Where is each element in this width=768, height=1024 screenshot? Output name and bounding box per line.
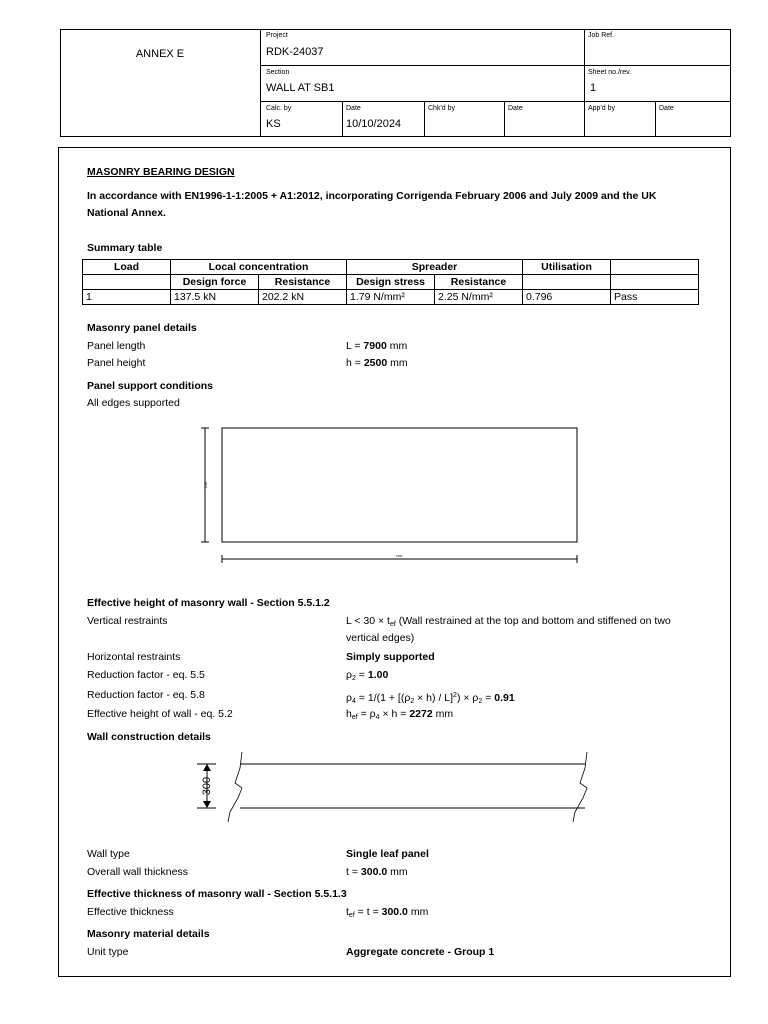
horiz-restraints-label: Horizontal restraints: [87, 651, 181, 663]
standard-line-1: In accordance with EN1996-1-1:2005 + A1:2012, incorporating Corrigenda February 2006 and July 2009 and the UK: [87, 190, 657, 202]
th-resistance-1: Resistance: [259, 275, 347, 290]
section-value: WALL AT SB1: [266, 82, 335, 94]
horizontal-dimension-label: 7900: [395, 554, 403, 558]
vertical-dimension-label: 2500: [204, 481, 208, 489]
rf55-value: $\rho_2 = 1.00$: [346, 669, 389, 682]
hef-value: $h_{ef} = \rho_4 \times h = 2272$ mm: [346, 708, 454, 721]
unit-type-label: Unit type: [87, 946, 129, 958]
eff-thickness-value: $t_{ef} = t = 300.0$ mm: [346, 906, 429, 919]
cell-resistance-1: 202.2 kN: [259, 290, 347, 305]
summary-table: [82, 259, 699, 305]
summary-heading: Summary table: [87, 242, 163, 254]
th-spreader: Spreader: [347, 260, 523, 275]
panel-length-value: L = 7900 mm: [346, 340, 408, 352]
cell-design-force: 137.5 kN: [171, 290, 259, 305]
vert-restraints-line-2: vertical edges): [346, 632, 415, 644]
material-heading: Masonry material details: [87, 928, 210, 940]
rf58-label: Reduction factor - eq. 5.8: [87, 689, 205, 701]
table-row: [83, 290, 699, 305]
th-design-stress: Design stress: [347, 275, 435, 290]
date-value: 10/10/2024: [346, 118, 402, 130]
chkd-label: Chk'd by: [428, 105, 456, 112]
sheet-value: 1: [590, 82, 597, 94]
calcby-label: Calc. by: [266, 105, 292, 112]
wall-type-value: Single leaf panel: [346, 848, 429, 860]
panel-length-label: Panel length: [87, 340, 146, 352]
left-break-line: [228, 752, 242, 822]
cell-load: 1: [83, 290, 171, 305]
project-value: RDK-24037: [266, 46, 324, 58]
th-design-force: Design force: [171, 275, 259, 290]
panel-outline: [222, 428, 577, 542]
unit-type-value: Aggregate concrete - Group 1: [346, 946, 495, 958]
wall-thickness-label: 300: [201, 776, 213, 796]
annex-label: ANNEX E: [135, 48, 185, 60]
rf58-value: $\rho_4 = 1/(1 + [(\rho_2 \times h) / L]^2) \times \rho_2 = 0.91$: [346, 692, 515, 705]
cell-design-stress: 1.79 N/mm²: [347, 290, 435, 305]
th-resistance-2: Resistance: [435, 275, 523, 290]
section-label: Section: [266, 69, 290, 76]
th-local-concentration: Local concentration: [171, 260, 347, 275]
panel-height-label: Panel height: [87, 357, 146, 369]
right-break-line: [573, 752, 587, 822]
jobref-label: Job Ref.: [588, 32, 615, 39]
hef-label: Effective height of wall - eq. 5.2: [87, 708, 233, 720]
overall-thickness-value: t = 300.0 mm: [346, 866, 408, 878]
vert-restraints-line-1: $L < 30 \times t_{ef}$ (Wall restrained at the top and bottom and stiffened on two: [346, 615, 671, 628]
support-heading: Panel support conditions: [87, 380, 214, 392]
cell-result: Pass: [611, 290, 699, 305]
calcby-value: KS: [266, 118, 281, 130]
date-label: Date: [346, 105, 361, 112]
date3-label: Date: [659, 105, 674, 112]
panel-height-value: h = 2500 mm: [346, 357, 408, 369]
project-label: Project: [266, 32, 288, 39]
overall-thickness-label: Overall wall thickness: [87, 866, 188, 878]
wall-section-diagram: [190, 748, 600, 828]
horiz-restraints-value: Simply supported: [346, 651, 435, 663]
panel-diagram: [195, 420, 590, 570]
eff-height-heading: Effective height of masonry wall - Section 5.5.1.2: [87, 597, 330, 609]
appd-label: App'd by: [588, 105, 616, 112]
rf55-label: Reduction factor - eq. 5.5: [87, 669, 205, 681]
standard-line-2: National Annex.: [87, 207, 166, 219]
wall-type-label: Wall type: [87, 848, 130, 860]
th-utilisation: Utilisation: [523, 260, 611, 275]
eff-thickness-heading: Effective thickness of masonry wall - Section 5.5.1.3: [87, 888, 347, 900]
cell-utilisation: 0.796: [523, 290, 611, 305]
cell-resistance-2: 2.25 N/mm²: [435, 290, 523, 305]
date2-label: Date: [508, 105, 523, 112]
vert-restraints-label: Vertical restraints: [87, 615, 168, 627]
eff-thickness-label: Effective thickness: [87, 906, 174, 918]
support-text: All edges supported: [87, 397, 180, 409]
th-load: Load: [83, 260, 171, 275]
doc-title: MASONRY BEARING DESIGN: [87, 166, 235, 178]
wall-construction-heading: Wall construction details: [87, 731, 211, 743]
panel-details-heading: Masonry panel details: [87, 322, 197, 334]
sheet-label: Sheet no./rev.: [588, 69, 632, 76]
